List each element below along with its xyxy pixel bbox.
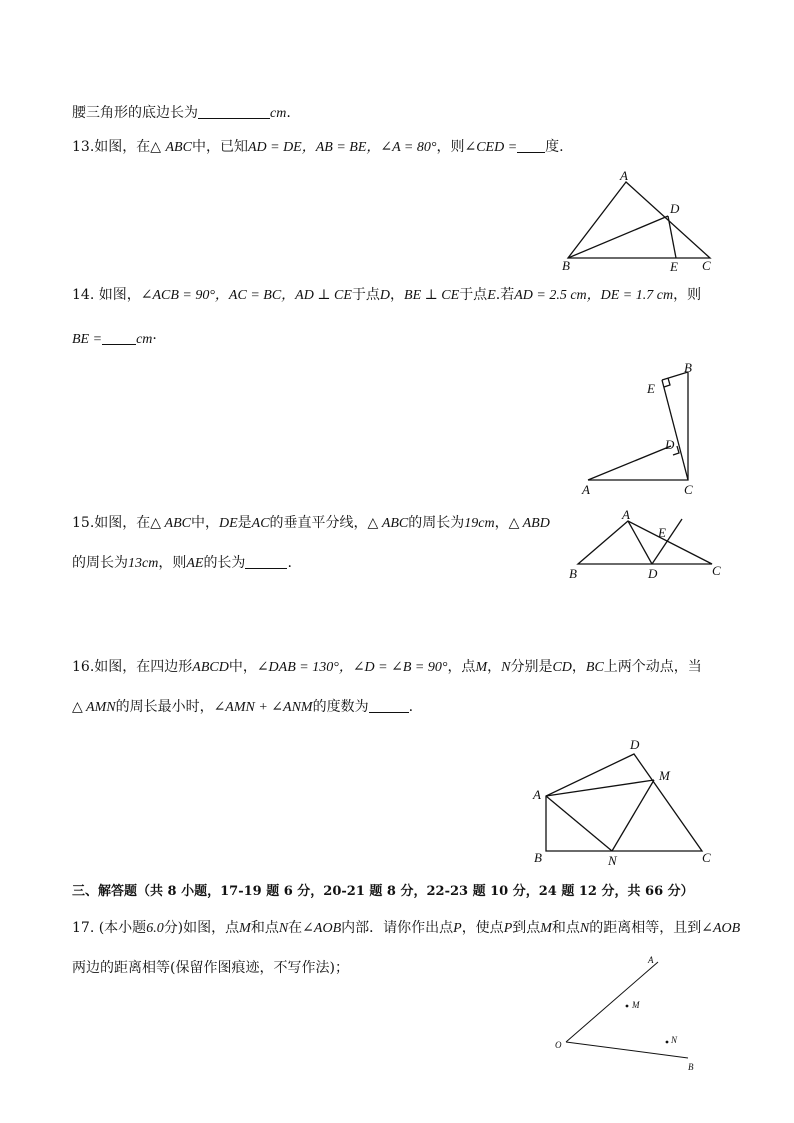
q17-label-o: O (555, 1040, 562, 1050)
q16-segment-an (546, 796, 612, 851)
q15-label-d: D (648, 566, 658, 581)
q17-label-m: M (632, 1000, 640, 1010)
q15-figure (566, 505, 731, 585)
q15-label-e: E (658, 525, 666, 540)
q14-label-a: A (582, 482, 590, 497)
q17-ray-oa (566, 962, 658, 1042)
q17-line-1: 17. (本小题6.0分)如图，点M和点N在∠AOB内部．请你作出点P，使点P到点M和点N的距离相等，且到∠AOB (72, 920, 741, 936)
q16-line-1: 16.如图，在四边形ABCD中，∠DAB = 130°，∠D = ∠B = 90°，点M，N分别是CD，BC上两个动点，当 (72, 659, 702, 675)
q14-segment-ad (588, 446, 671, 480)
q17-line-2: 两边的距离相等(保留作图痕迹，不写作法)； (72, 960, 349, 976)
q12-line: 腰三角形的底边长为 cm. (72, 105, 291, 121)
q14-label-e: E (647, 381, 655, 396)
q12-answer-blank[interactable] (198, 104, 270, 119)
q15-answer-blank[interactable] (245, 554, 287, 569)
q14-answer-blank[interactable] (102, 335, 136, 345)
q16-label-b: B (534, 850, 542, 865)
q17-ray-ob (566, 1042, 688, 1058)
q16-answer-blank[interactable] (369, 698, 409, 713)
q17-label-b: B (688, 1062, 694, 1072)
q16-segment-mn (612, 780, 654, 851)
q15-line-2: 的周长为13cm，则AE的长为 . (72, 555, 292, 571)
q13-label-b: B (562, 258, 570, 273)
q14-label-b: B (684, 360, 692, 375)
q14-figure (578, 362, 708, 497)
q14-segment-ce (662, 380, 688, 480)
section-3-heading: 三、解答题（共 8 小题，17-19 题 6 分，20-21 题 8 分，22-23 题 10 分，24 题 12 分，共 66 分） (72, 884, 694, 899)
q15-label-a: A (622, 507, 630, 522)
q13-line: 13.如图，在△ ABC中，已知AD = DE，AB = BE，∠A = 80°，则∠CED = 度. (72, 139, 564, 155)
q13-label-c: C (702, 258, 711, 273)
q13-answer-blank[interactable] (517, 138, 545, 153)
q14-line-2: BE = cm· (72, 331, 157, 347)
q16-label-m: M (659, 768, 670, 783)
q14-label-c: C (684, 482, 693, 497)
q14-line-1: 14. 如图，∠ACB = 90°，AC = BC，AD ⊥ CE于点D，BE ⊥ CE于点E.若AD = 2.5 cm，DE = 1.7 cm，则 (72, 287, 702, 303)
q13-label-e: E (670, 259, 678, 274)
q16-label-a: A (533, 787, 541, 802)
q16-label-n: N (608, 853, 617, 868)
q17-figure (548, 950, 708, 1075)
q13-label-a: A (620, 168, 628, 183)
q15-line-1: 15.如图，在△ ABC中，DE是AC的垂直平分线，△ ABC的周长为19cm，△ ABD (72, 515, 550, 531)
q13-triangle-abc (568, 182, 710, 258)
q13-segment-bd (568, 216, 668, 258)
q13-label-d: D (670, 201, 680, 216)
q15-perp-bisector-de (652, 519, 682, 564)
q13-segment-de (668, 216, 676, 258)
q16-label-c: C (702, 850, 711, 865)
q15-label-b: B (569, 566, 577, 581)
q16-line-2: △ AMN的周长最小时，∠AMN + ∠ANM的度数为 . (72, 699, 414, 715)
q16-label-d: D (630, 737, 640, 752)
q13-figure (560, 168, 720, 273)
q16-quadrilateral-abcd (546, 754, 702, 851)
q15-triangle-abc (578, 521, 712, 564)
q15-label-c: C (712, 563, 721, 578)
q17-point-m (626, 1005, 629, 1008)
q17-point-n (666, 1041, 669, 1044)
q16-figure (528, 736, 723, 866)
q14-path-acb (588, 372, 688, 480)
q14-label-d: D (665, 437, 675, 452)
q17-label-a: A (648, 955, 654, 965)
q17-label-n: N (671, 1035, 678, 1045)
